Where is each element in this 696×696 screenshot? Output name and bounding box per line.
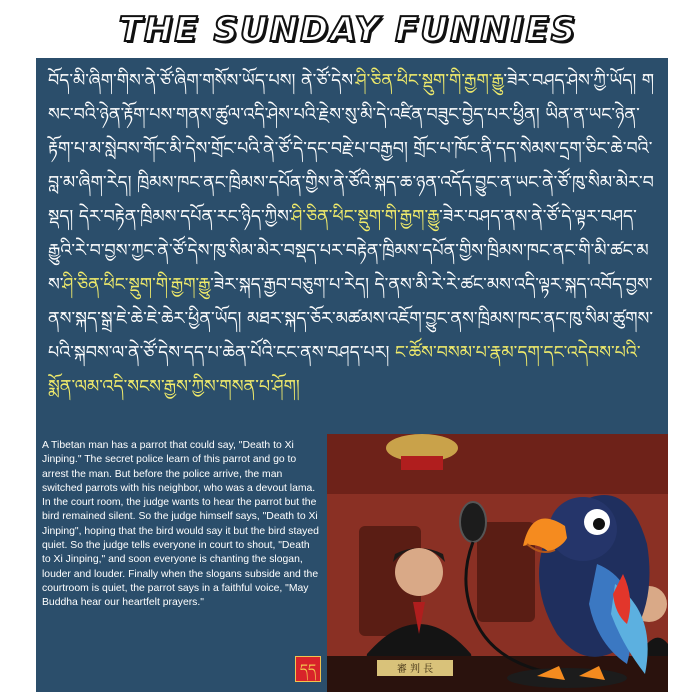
tibetan-segment: ་ཟེར་སྐད་རྒྱབ་བཅུག་པ་རེད། དེ་ནས་མི་རེ་རེ་ཚང་མས་འདི་ལྟར་སྐད་འབོད་བྱས་ནས་སྐད་སྒྲ་ཇེ་ཆེ་ཇེ་ཆེར་ཕྱིན་ཡོད། མཐར་སྐད་ཅོར་མཚམས་འཇོག་བྱུང་ནས་ཁྲིམས་ཁང་ནང་ཁུ་སིམ་ཚུགས་པའི་སྐབས་ལ་ནེ་ཙོ་དེས་དད་པ་ཆེན་པོའི་ངང་ནས་བཤད་པར། (48, 275, 654, 363)
tibetan-text-panel (36, 58, 668, 434)
english-story: A Tibetan man has a parrot that could say, "Death to Xi Jinping." The secret police learn of this parrot and go to arrest the man. But before the police arrive, the man switched parrots with his neighbor, who was a devout lama. In the court room, the judge wants to hear the parrot but the bird remained silent. So the judge himself says, "Death to Xi Jinping", hoping that the bird would say it but the bird stayed quiet. So the judge tells everyone in court to shout, "Death to Xi Jinping," and soon everyone is chanting the slogan, louder and louder. Finally when the slogans subside and the courtroom is quiet, the parrot says in a faithful voice, "May Buddha hear our heartfelt prayers." (36, 434, 327, 692)
page-title: THE SUNDAY FUNNIES (118, 10, 578, 50)
tibetan-segment: ་ཟེར་བཤད་ནས་ནེ་ཙོ་དེ་ལྟར་བཤད་རྒྱུའི་རེ་བ་བྱས་ཀྱང་ནེ་ཙོ་དེས་ཁུ་སིམ་མེར་བསྡད་པར་བརྟེན་ཁྲིམས་དཔོན་གྱིས་ཁྲིམས་ཁང་ནང་གི་མི་ཚང་མས་ (48, 207, 649, 295)
tibetan-segment: ་ཟེར་བཤད་ཤེས་ཀྱི་ཡོད། གསང་བའི་ཉེན་རྟོག་པས་གནས་ཚུལ་འདི་ཤེས་པའི་རྗེས་སུ་མི་དེ་འཛིན་བཟུང་བྱེད་པར་ཕྱིན། ཡིན་ན་ཡང་ཉེན་རྟོག་པ་མ་སླེབས་གོང་མི་དེས་གྲོང་པའི་ནེ་ཙོ་དེ་དང་བརྗེ་པ་བརྒྱབ། གྲོང་པ་ཁོང་ནི་དད་སེམས་དྲག་ཅིང་ཆེ་བའི་བླ་མ་ཞིག་རེད། ཁྲིམས་ཁང་ནང་ཁྲིམས་དཔོན་གྱིས་ནེ་ཙོའི་སྐད་ཆ་ཉན་འདོད་བྱུང་ན་ཡང་ནེ་ཙོ་ཁུ་སིམ་མེར་བསྡད། དེར་བརྟེན་ཁྲིམས་དཔོན་རང་ཉིད་ཀྱིས་ (48, 71, 655, 227)
tibetan-highlight-segment: ཤི་ཅིན་ཕིང་སྡུག་གི་རྒྱག་རྒྱུ (355, 71, 504, 91)
tibetan-highlight-segment: ང་ཚོས་བསམ་པ་རྣམ་དག་དང་འདེབས་པའི་སྨོན་ལམ་འདི་སངས་རྒྱས་ཀྱིས་གསན་པ་ཤོག། (48, 343, 641, 397)
courtroom-illustration (327, 434, 668, 692)
microphone-icon (460, 502, 486, 542)
courtroom-scene (327, 434, 668, 692)
nameplate-text: 審 判 長 (396, 664, 434, 675)
wall-shadow (327, 434, 668, 494)
tibetan-highlight-segment: ཤི་ཅིན་ཕིང་སྡུག་གི་རྒྱག་རྒྱུ (291, 207, 440, 227)
emblem-banner (401, 456, 443, 470)
judge-head (395, 548, 443, 596)
publisher-logo: དད (295, 656, 321, 682)
tibetan-segment: བོད་མི་ཞིག་གིས་ནེ་ཙོ་ཞིག་གསོས་ཡོད་པས། ནེ་ཙོ་དེས་ (48, 71, 356, 91)
mic-stand-base (507, 668, 627, 688)
tibetan-highlight-segment: ཤི་ཅིན་ཕིང་སྡུག་གི་རྒྱག་རྒྱུ (62, 275, 211, 295)
